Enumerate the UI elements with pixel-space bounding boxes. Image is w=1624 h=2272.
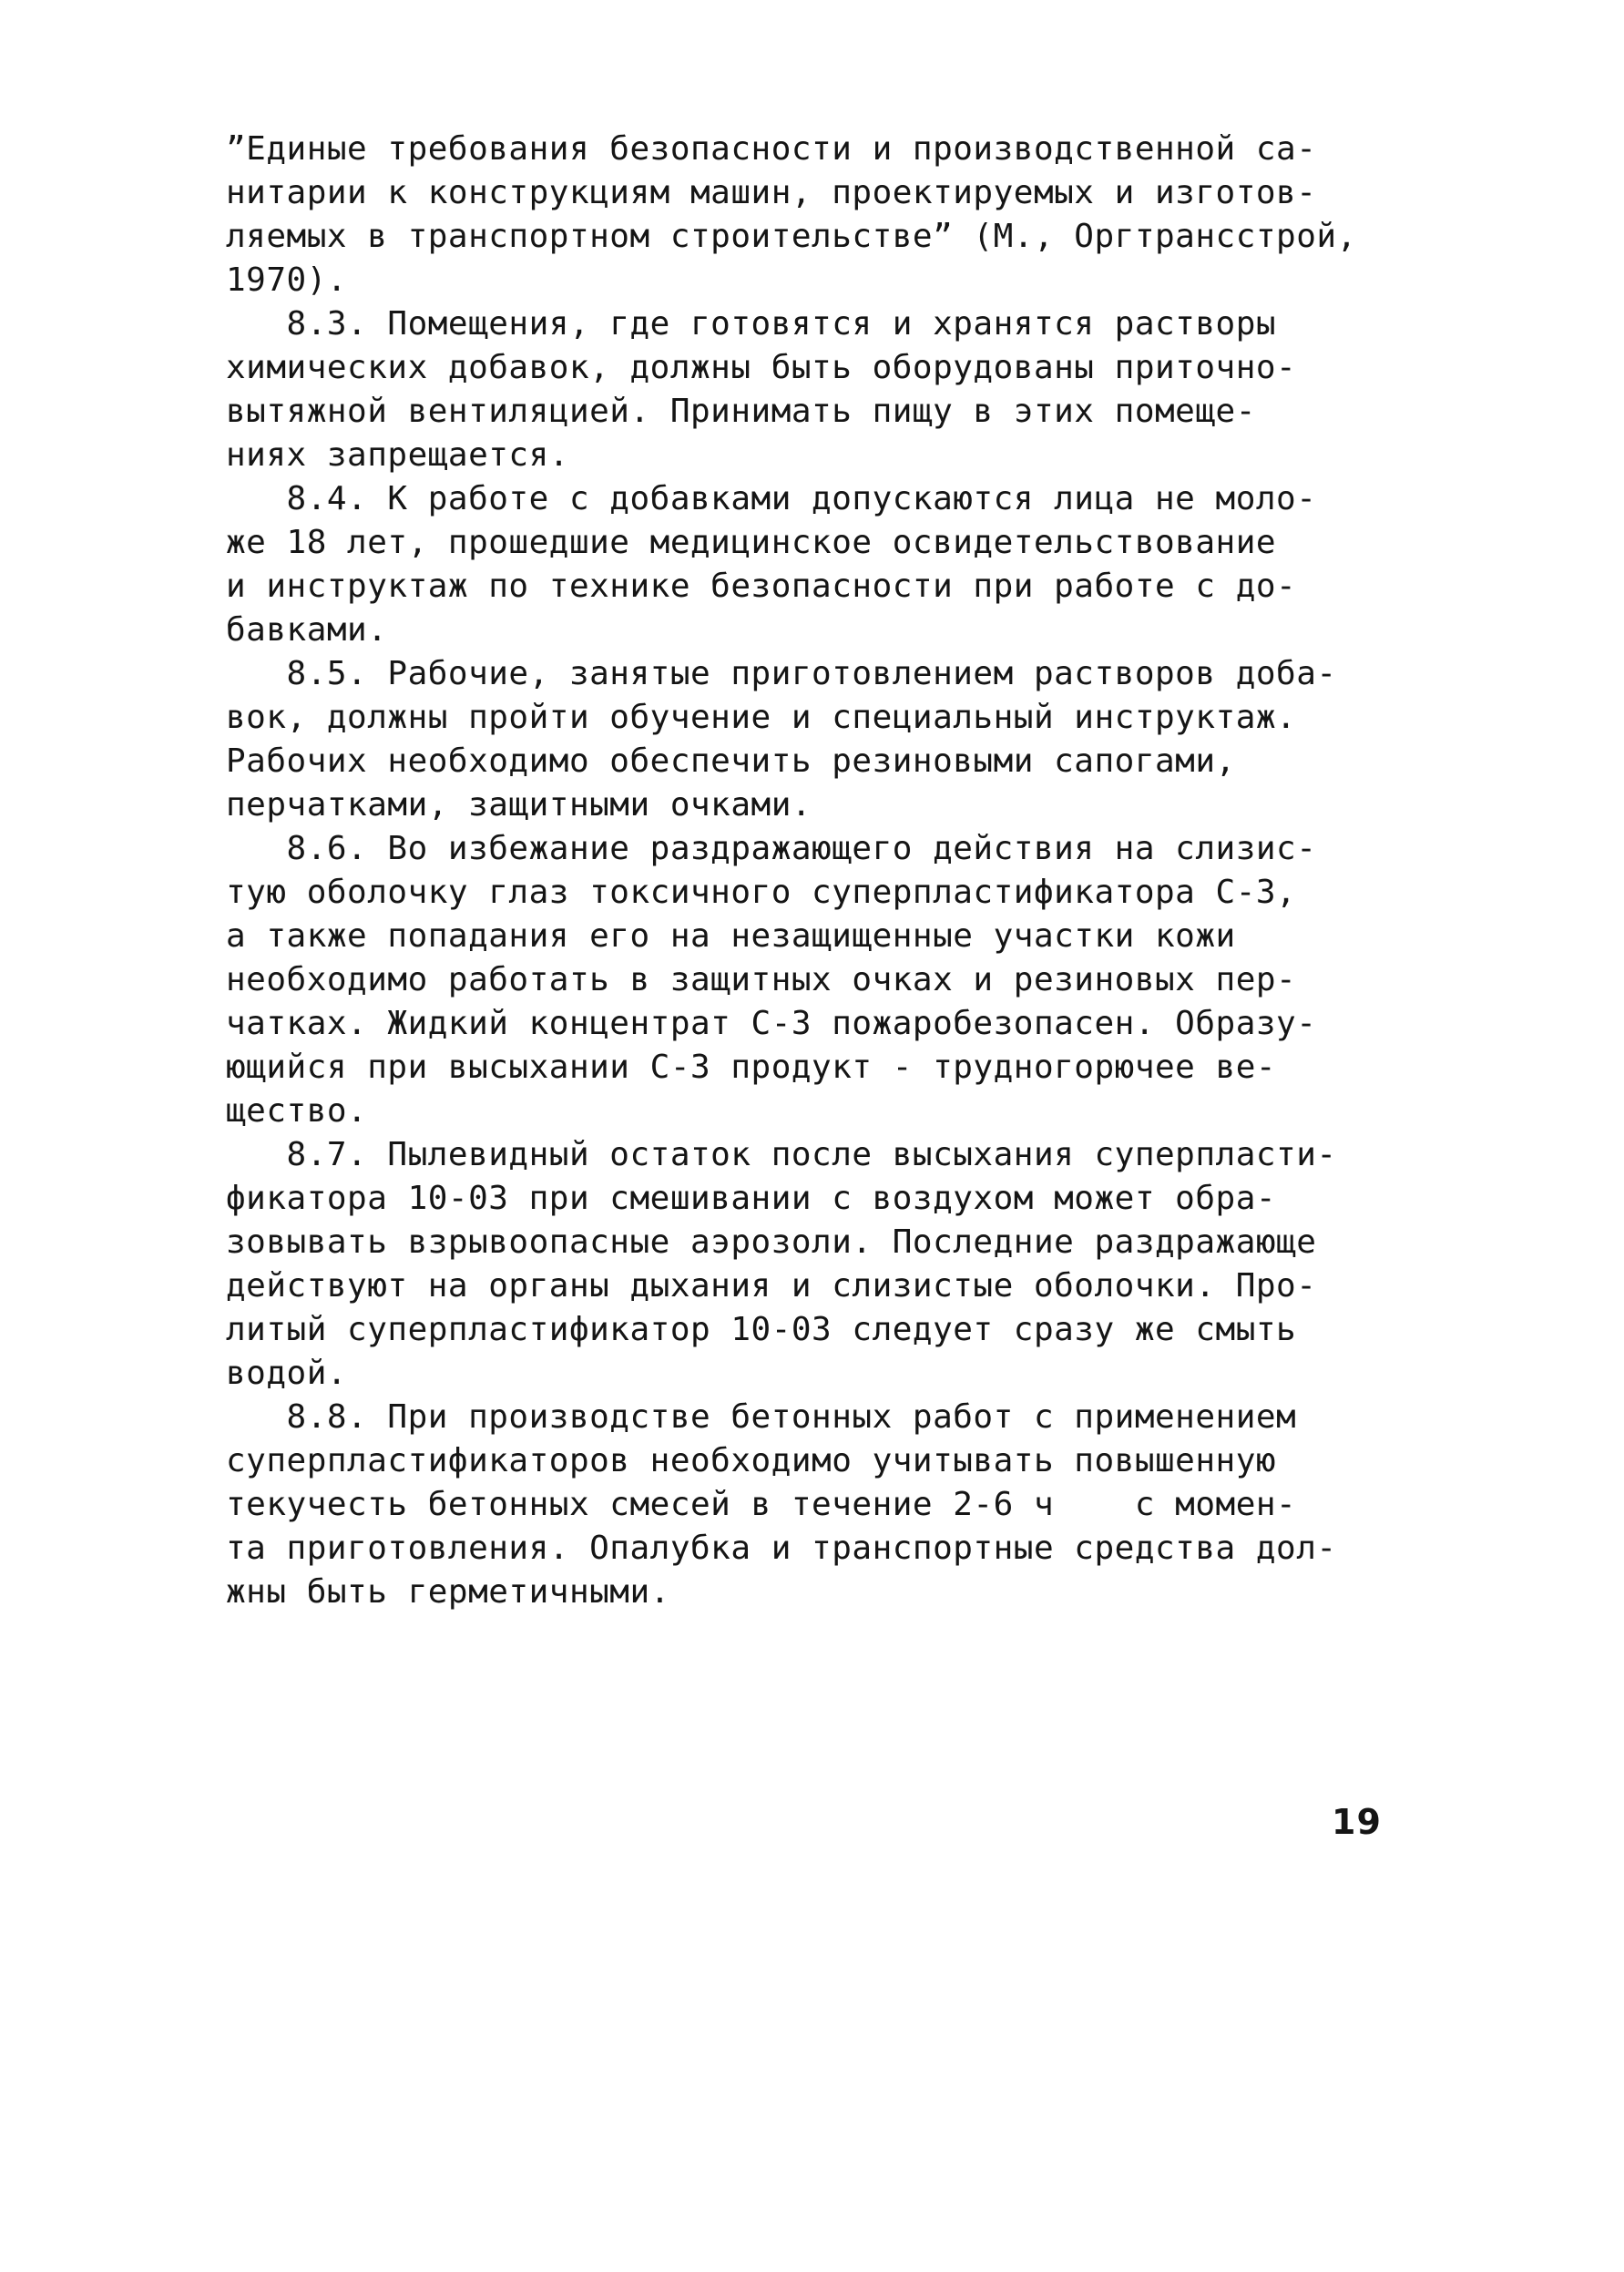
text-line: зовывать взрывоопасные аэрозоли. Последние раздражающе xyxy=(226,1223,1317,1261)
text-line: ниях запрещается. xyxy=(226,436,569,474)
text-line: необходимо работать в защитных очках и резиновых пер- xyxy=(226,961,1297,998)
paragraph-8-4 xyxy=(226,477,1446,652)
text-line: перчатками, защитными очками. xyxy=(226,786,812,824)
text-line: бавками. xyxy=(226,611,388,649)
text-line: 1970). xyxy=(226,261,348,299)
text-line: и инструктаж по технике безопасности при работе с до- xyxy=(226,568,1297,605)
paragraph-8-3 xyxy=(226,302,1446,477)
paragraph-8-5 xyxy=(226,652,1446,827)
text-line: ”Единые требования безопасности и производственной са- xyxy=(226,130,1317,168)
paragraph-8-7 xyxy=(226,1133,1446,1396)
text-line: текучесть бетонных смесей в течение 2-6 ч с момен- xyxy=(226,1486,1297,1523)
text-line: чатках. Жидкий концентрат С-3 пожаробезопасен. Образу- xyxy=(226,1005,1317,1042)
text-line: же 18 лет, прошедшие медицинское освидетельствование xyxy=(226,524,1277,561)
body-text xyxy=(226,128,1446,1614)
paragraph-8-6 xyxy=(226,827,1446,1133)
page-number: 19 xyxy=(1332,1802,1382,1842)
text-line: 8.8. При производстве бетонных работ с применением xyxy=(226,1398,1297,1436)
text-line: вок, должны пройти обучение и специальный инструктаж. xyxy=(226,699,1297,736)
text-line: нитарии к конструкциям машин, проектируемых и изготов- xyxy=(226,174,1317,211)
text-line: литый суперпластификатор 10-03 следует сразу же смыть xyxy=(226,1311,1297,1348)
paragraph-8-8 xyxy=(226,1396,1446,1614)
text-line: а также попадания его на незащищенные участки кожи xyxy=(226,917,1236,955)
text-line: суперпластификаторов необходимо учитывать повышенную xyxy=(226,1442,1277,1479)
text-line: Рабочих необходимо обеспечить резиновыми сапогами, xyxy=(226,742,1236,780)
text-line: фикатора 10-03 при смешивании с воздухом может обра- xyxy=(226,1180,1277,1217)
text-line: ющийся при высыхании С-3 продукт - трудногорючее ве- xyxy=(226,1049,1277,1086)
text-line: та приготовления. Опалубка и транспортные средства дол- xyxy=(226,1530,1337,1567)
text-line: 8.3. Помещения, где готовятся и хранятся растворы xyxy=(226,305,1277,343)
text-line: тую оболочку глаз токсичного суперпластификатора С-3, xyxy=(226,874,1297,911)
text-line: жны быть герметичными. xyxy=(226,1573,670,1611)
text-line: ляемых в транспортном строительстве” (М., Оргтрансстрой, xyxy=(226,218,1357,255)
text-line: 8.7. Пылевидный остаток после высыхания суперпласти- xyxy=(226,1136,1337,1173)
text-line: водой. xyxy=(226,1355,348,1392)
text-line: химических добавок, должны быть оборудованы приточно- xyxy=(226,349,1297,386)
paragraph-intro xyxy=(226,128,1446,302)
text-line: вытяжной вентиляцией. Принимать пищу в этих помеще- xyxy=(226,393,1256,430)
text-line: 8.6. Во избежание раздражающего действия на слизис- xyxy=(226,830,1317,867)
text-line: действуют на органы дыхания и слизистые оболочки. Про- xyxy=(226,1267,1317,1305)
text-line: 8.4. К работе с добавками допускаются лица не моло- xyxy=(226,480,1317,517)
text-line: щество. xyxy=(226,1092,368,1130)
text-line: 8.5. Рабочие, занятые приготовлением растворов доба- xyxy=(226,655,1337,692)
